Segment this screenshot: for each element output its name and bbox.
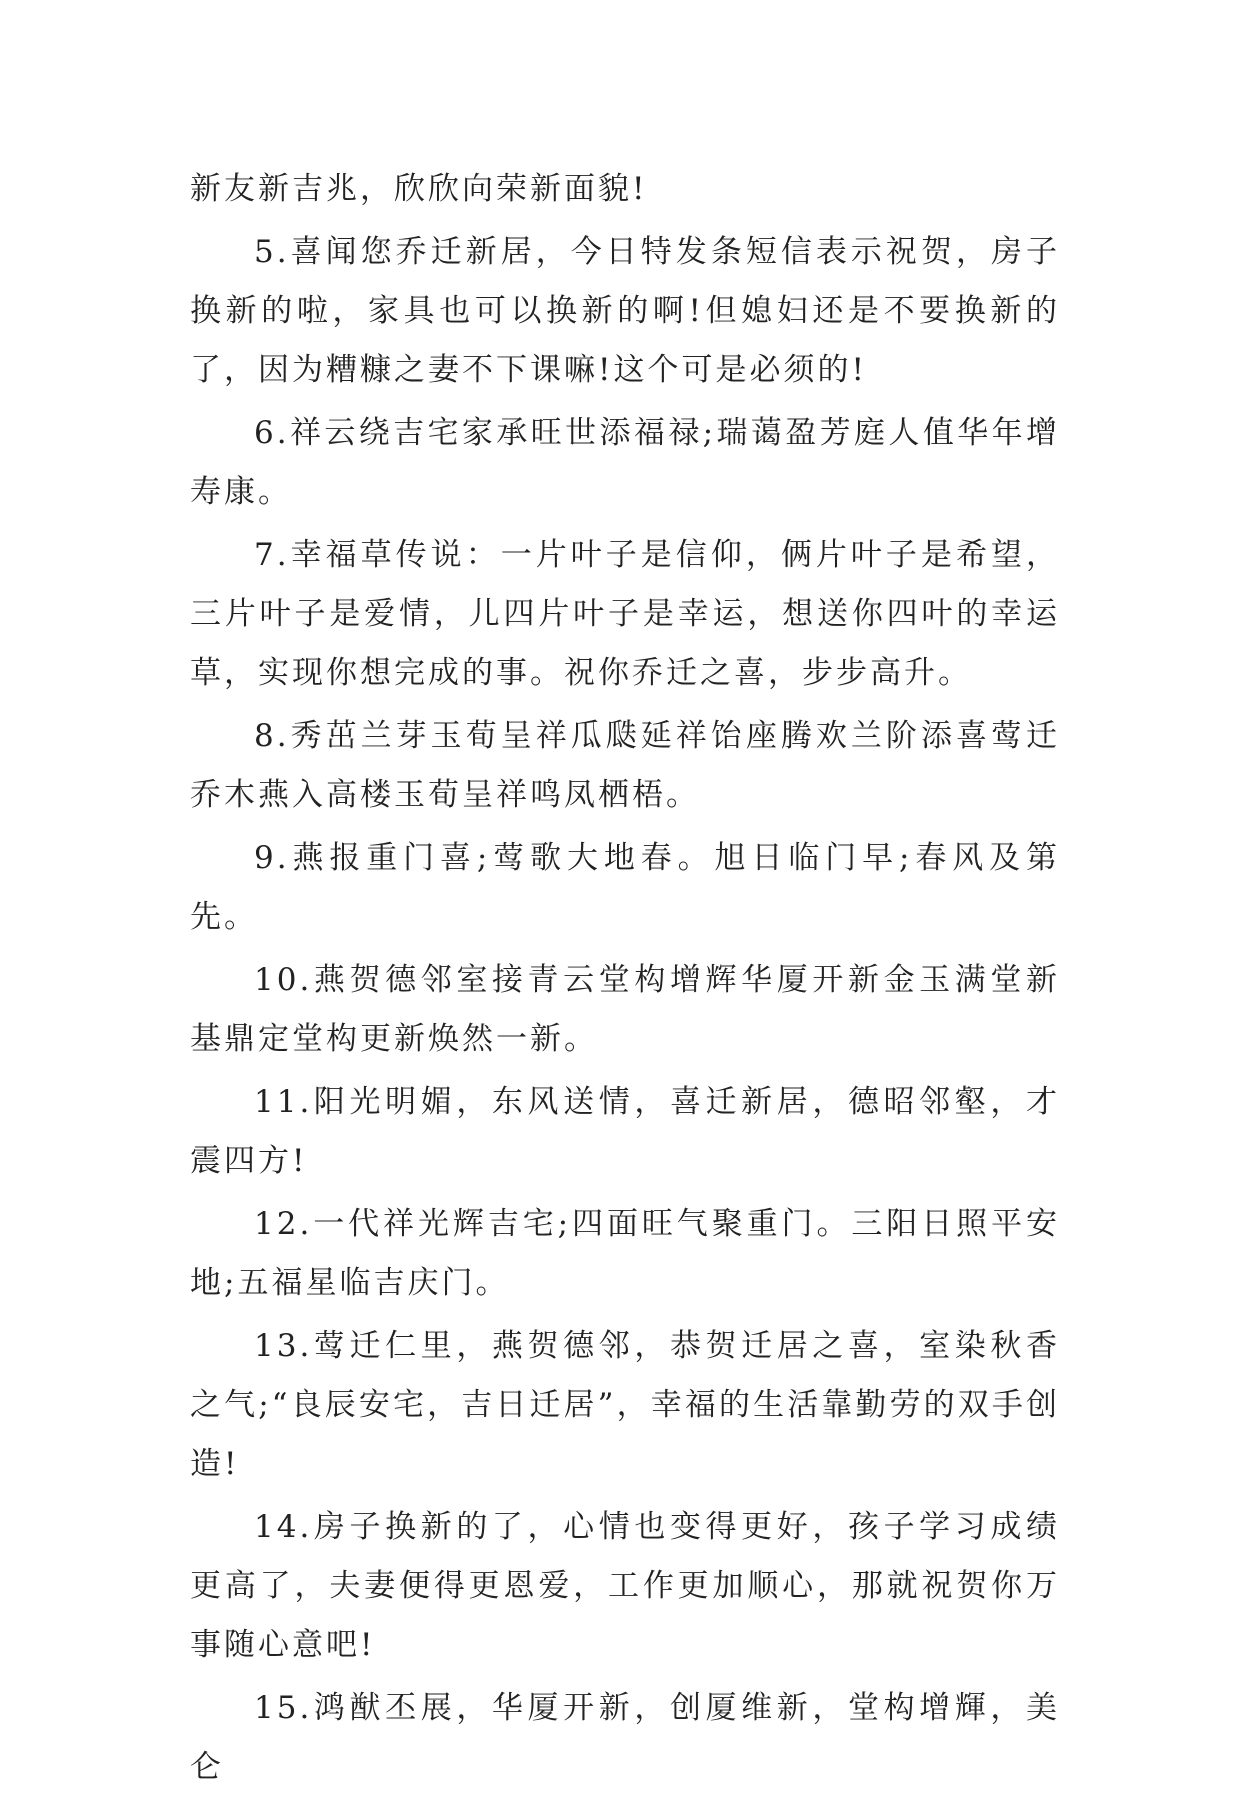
paragraph-item-12: 12.一代祥光辉吉宅;四面旺气聚重门。三阳日照平安地;五福星临吉庆门。 bbox=[190, 1206, 1060, 1301]
paragraph-item-14: 14.房子换新的了，心情也变得更好，孩子学习成绩更高了，夫妻便得更恩爱，工作更加顺心，那就祝贺你万事随心意吧! bbox=[190, 1509, 1060, 1663]
paragraph-item-9: 9.燕报重门喜;莺歌大地春。旭日临门早;春风及第先。 bbox=[190, 840, 1060, 935]
paragraph-item-13: 13.莺迁仁里，燕贺德邻，恭贺迁居之喜，室染秋香之气;“良辰安宅，吉日迁居”，幸福的生活靠勤劳的双手创造! bbox=[190, 1328, 1060, 1482]
paragraph-item-15: 15.鸿猷丕展，华厦开新，创厦维新，堂构增輝，美仑 bbox=[190, 1690, 1060, 1785]
paragraph-item-6: 6.祥云绕吉宅家承旺世添福禄;瑞蔼盈芳庭人值华年增寿康。 bbox=[190, 415, 1060, 510]
paragraph-item-10: 10.燕贺德邻室接青云堂构增辉华厦开新金玉满堂新基鼎定堂构更新焕然一新。 bbox=[190, 962, 1060, 1057]
paragraph-item-8: 8.秀茁兰芽玉荀呈祥瓜瓞延祥饴座腾欢兰阶添喜莺迁乔木燕入高楼玉荀呈祥鸣凤栖梧。 bbox=[190, 718, 1060, 813]
paragraph-continuation: 新友新吉兆，欣欣向荣新面貌! bbox=[190, 171, 648, 207]
paragraph-item-5: 5.喜闻您乔迁新居，今日特发条短信表示祝贺，房子换新的啦，家具也可以换新的啊!但媳妇还是不要换新的了，因为糟糠之妻不下课嘛!这个可是必须的! bbox=[190, 234, 1060, 388]
document-body bbox=[190, 160, 1060, 1801]
paragraph-item-7: 7.幸福草传说：一片叶子是信仰，俩片叶子是希望，三片叶子是爱情，儿四片叶子是幸运，想送你四叶的幸运草，实现你想完成的事。祝你乔迁之喜，步步高升。 bbox=[190, 537, 1060, 691]
paragraph-item-11: 11.阳光明媚，东风送情，喜迁新居，德昭邻壑，才震四方! bbox=[190, 1084, 1060, 1179]
